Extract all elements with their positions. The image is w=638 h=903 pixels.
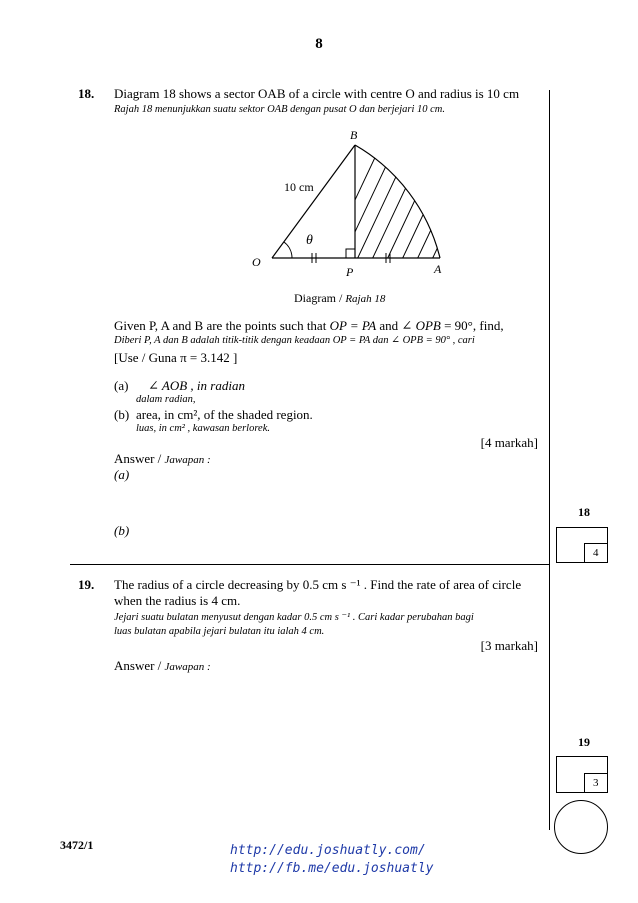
q18-part-b-ms: luas, in cm² , kawasan berlorek. bbox=[136, 423, 270, 434]
q19-mark-value: 3 bbox=[593, 777, 599, 789]
q19-box-number: 19 bbox=[578, 735, 590, 749]
q18-box-number: 18 bbox=[578, 505, 590, 519]
q18-given-ms: Diberi P, A dan B adalah titik-titik dengan keadaan OP = PA dan ∠ OPB = 90° , cari bbox=[114, 335, 475, 346]
label-B: B bbox=[350, 128, 358, 142]
q18-answer-label: Answer / Jawapan : bbox=[114, 451, 211, 466]
q19-stem-ms: Jejari suatu bulatan menyusut dengan kadar 0.5 cm s ⁻¹ . Cari kadar perubahan bagi bbox=[114, 612, 474, 623]
right-angle-marker bbox=[346, 249, 355, 258]
sector-diagram bbox=[240, 125, 460, 285]
q19-stem-ms-2: luas bulatan apabila jejari bulatan itu ialah 4 cm. bbox=[114, 626, 325, 637]
q18-answer-a: (a) bbox=[114, 467, 130, 482]
q18-part-a-text: ∠ AOB , in radian bbox=[148, 378, 245, 393]
q18-stem: Diagram 18 shows a sector OAB of a circle with centre O and radius is 10 cm bbox=[114, 86, 520, 101]
q18-part-a-ms: dalam radian, bbox=[136, 394, 196, 405]
total-marks-circle bbox=[554, 800, 608, 854]
segment-OB bbox=[272, 145, 355, 258]
label-O: O bbox=[252, 255, 261, 269]
page-number: 8 bbox=[315, 36, 323, 52]
q18-part-a-label: (a) bbox=[114, 378, 129, 393]
q18-part-b-text: area, in cm², of the shaded region. bbox=[136, 407, 313, 422]
question-separator bbox=[70, 564, 550, 565]
q18-stem-ms: Rajah 18 menunjukkan suatu sektor OAB dengan pusat O dan berjejari 10 cm. bbox=[114, 104, 445, 115]
q19-answer-label: Answer / Jawapan : bbox=[114, 658, 211, 673]
arc-AB bbox=[355, 145, 440, 258]
shaded-region bbox=[315, 125, 460, 285]
footer-link-site[interactable]: http://edu.joshuatly.com/ bbox=[230, 843, 426, 858]
diagram-caption: Diagram / Rajah 18 bbox=[294, 291, 386, 305]
label-theta: θ bbox=[306, 233, 313, 248]
q18-answer-b: (b) bbox=[114, 523, 130, 538]
q18-use-pi: [Use / Guna π = 3.142 ] bbox=[114, 350, 238, 365]
paper-code: 3472/1 bbox=[60, 838, 94, 852]
label-P: P bbox=[346, 265, 354, 279]
q19-marks: [3 markah] bbox=[480, 638, 538, 653]
footer-link-facebook[interactable]: http://fb.me/edu.joshuatly bbox=[230, 861, 434, 876]
label-radius: 10 cm bbox=[284, 180, 314, 194]
q18-mark-value: 4 bbox=[593, 547, 599, 559]
label-A: A bbox=[434, 262, 442, 276]
q19-stem-2: when the radius is 4 cm. bbox=[114, 593, 241, 608]
q18-number: 18. bbox=[78, 86, 95, 101]
margin-rule bbox=[549, 90, 550, 830]
q18-part-b-label: (b) bbox=[114, 407, 130, 422]
angle-arc bbox=[284, 242, 292, 258]
q19-number: 19. bbox=[78, 577, 95, 592]
q19-stem: The radius of a circle decreasing by 0.5 cm s ⁻¹ . Find the rate of area of circle bbox=[114, 577, 522, 592]
q18-marks: [4 markah] bbox=[480, 435, 538, 450]
q18-given: Given P, A and B are the points such that OP = PA and ∠ OPB = 90°, find, bbox=[114, 318, 504, 333]
